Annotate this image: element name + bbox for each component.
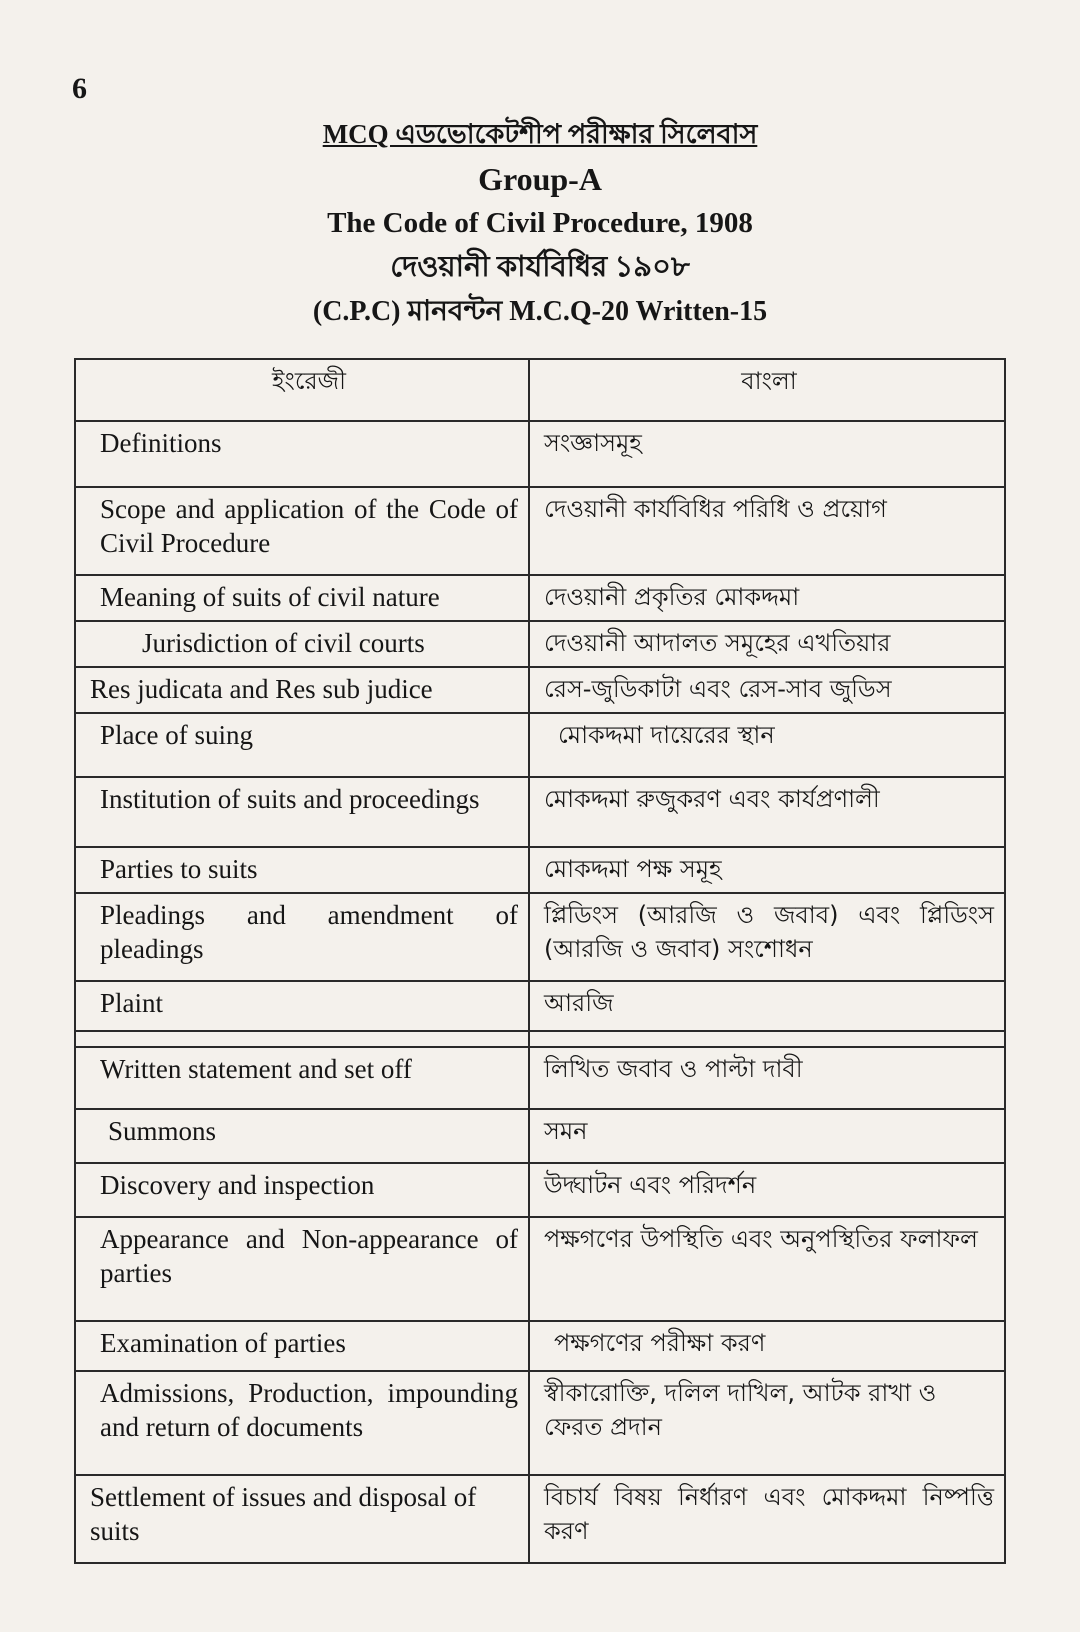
- topic-bangla: লিখিত জবাব ও পাল্টা দাবী: [529, 1047, 1005, 1109]
- topic-english: Settlement of issues and disposal of suits: [75, 1475, 529, 1563]
- table-row: [75, 667, 1005, 713]
- table-spacer-row: [75, 1031, 1005, 1047]
- table-row: [75, 1217, 1005, 1321]
- topic-english: Parties to suits: [75, 847, 529, 893]
- table-row: [75, 1163, 1005, 1217]
- topic-english: Discovery and inspection: [75, 1163, 529, 1217]
- topic-english: Place of suing: [75, 713, 529, 777]
- topic-english: Meaning of suits of civil nature: [75, 575, 529, 621]
- topic-bangla: প্লিডিংস (আরজি ও জবাব) এবং প্লিডিংস (আরজি ও জবাব) সংশোধন: [529, 893, 1005, 981]
- syllabus-header: [0, 112, 1080, 334]
- topic-bangla: আরজি: [529, 981, 1005, 1031]
- header-english: ইংরেজী: [75, 359, 529, 421]
- table-header-row: [75, 359, 1005, 421]
- topic-english: Summons: [75, 1109, 529, 1163]
- topic-english: Appearance and Non-appearance of parties: [75, 1217, 529, 1321]
- topic-english: Scope and application of the Code of Civil Procedure: [75, 487, 529, 575]
- table-row: [75, 981, 1005, 1031]
- topic-english: Pleadings and amendment of pleadings: [75, 893, 529, 981]
- topic-bangla: সংজ্ঞাসমূহ: [529, 421, 1005, 487]
- syllabus-table: [74, 358, 1006, 1564]
- topic-bangla: দেওয়ানী কার্যবিধির পরিধি ও প্রয়োগ: [529, 487, 1005, 575]
- topic-bangla: মোকদ্দমা দায়েরের স্থান: [529, 713, 1005, 777]
- syllabus-title: MCQ এডভোকেটশীপ পরীক্ষার সিলেবাস: [322, 119, 758, 149]
- topic-english: Admissions, Production, impounding and return of documents: [75, 1371, 529, 1475]
- topic-bangla: মোকদ্দমা পক্ষ সমূহ: [529, 847, 1005, 893]
- table-row: [75, 1109, 1005, 1163]
- topic-bangla: বিচার্য বিষয় নির্ধারণ এবং মোকদ্দমা নিষ্পত্তি করণ: [529, 1475, 1005, 1563]
- topic-english: Plaint: [75, 981, 529, 1031]
- topic-bangla: পক্ষগণের পরীক্ষা করণ: [529, 1321, 1005, 1371]
- topic-english: Definitions: [75, 421, 529, 487]
- marks-distribution: (C.P.C) মানবন্টন M.C.Q-20 Written-15: [312, 296, 768, 327]
- table-row: [75, 421, 1005, 487]
- table-row: [75, 847, 1005, 893]
- topic-bangla: রেস-জুডিকাটা এবং রেস-সাব জুডিস: [529, 667, 1005, 713]
- spacer-cell: [529, 1031, 1005, 1047]
- code-title-bangla: দেওয়ানী কার্যবিধির ১৯০৮: [390, 251, 690, 283]
- spacer-cell: [75, 1031, 529, 1047]
- topic-english: Jurisdiction of civil courts: [75, 621, 529, 667]
- table-row: [75, 1371, 1005, 1475]
- table-row: [75, 1321, 1005, 1371]
- topic-english: Examination of parties: [75, 1321, 529, 1371]
- topic-english: Written statement and set off: [75, 1047, 529, 1109]
- table-row: [75, 893, 1005, 981]
- topic-english: Institution of suits and proceedings: [75, 777, 529, 847]
- topic-bangla: সমন: [529, 1109, 1005, 1163]
- code-title-english: The Code of Civil Procedure, 1908: [327, 207, 753, 239]
- topic-bangla: পক্ষগণের উপস্থিতি এবং অনুপস্থিতির ফলাফল: [529, 1217, 1005, 1321]
- topic-bangla: স্বীকারোক্তি, দলিল দাখিল, আটক রাখা ও ফেরত প্রদান: [529, 1371, 1005, 1475]
- page-number: 6: [72, 72, 87, 105]
- topic-bangla: মোকদ্দমা রুজুকরণ এবং কার্যপ্রণালী: [529, 777, 1005, 847]
- table-row: [75, 487, 1005, 575]
- group-heading: Group-A: [478, 161, 602, 197]
- table-row: [75, 621, 1005, 667]
- table-row: [75, 713, 1005, 777]
- topic-bangla: দেওয়ানী আদালত সমূহের এখতিয়ার: [529, 621, 1005, 667]
- table-row: [75, 575, 1005, 621]
- table-row: [75, 1475, 1005, 1563]
- topic-bangla: দেওয়ানী প্রকৃতির মোকদ্দমা: [529, 575, 1005, 621]
- header-bangla: বাংলা: [529, 359, 1005, 421]
- table-row: [75, 1047, 1005, 1109]
- topic-bangla: উদ্ঘাটন এবং পরিদর্শন: [529, 1163, 1005, 1217]
- table-row: [75, 777, 1005, 847]
- topic-english: Res judicata and Res sub judice: [75, 667, 529, 713]
